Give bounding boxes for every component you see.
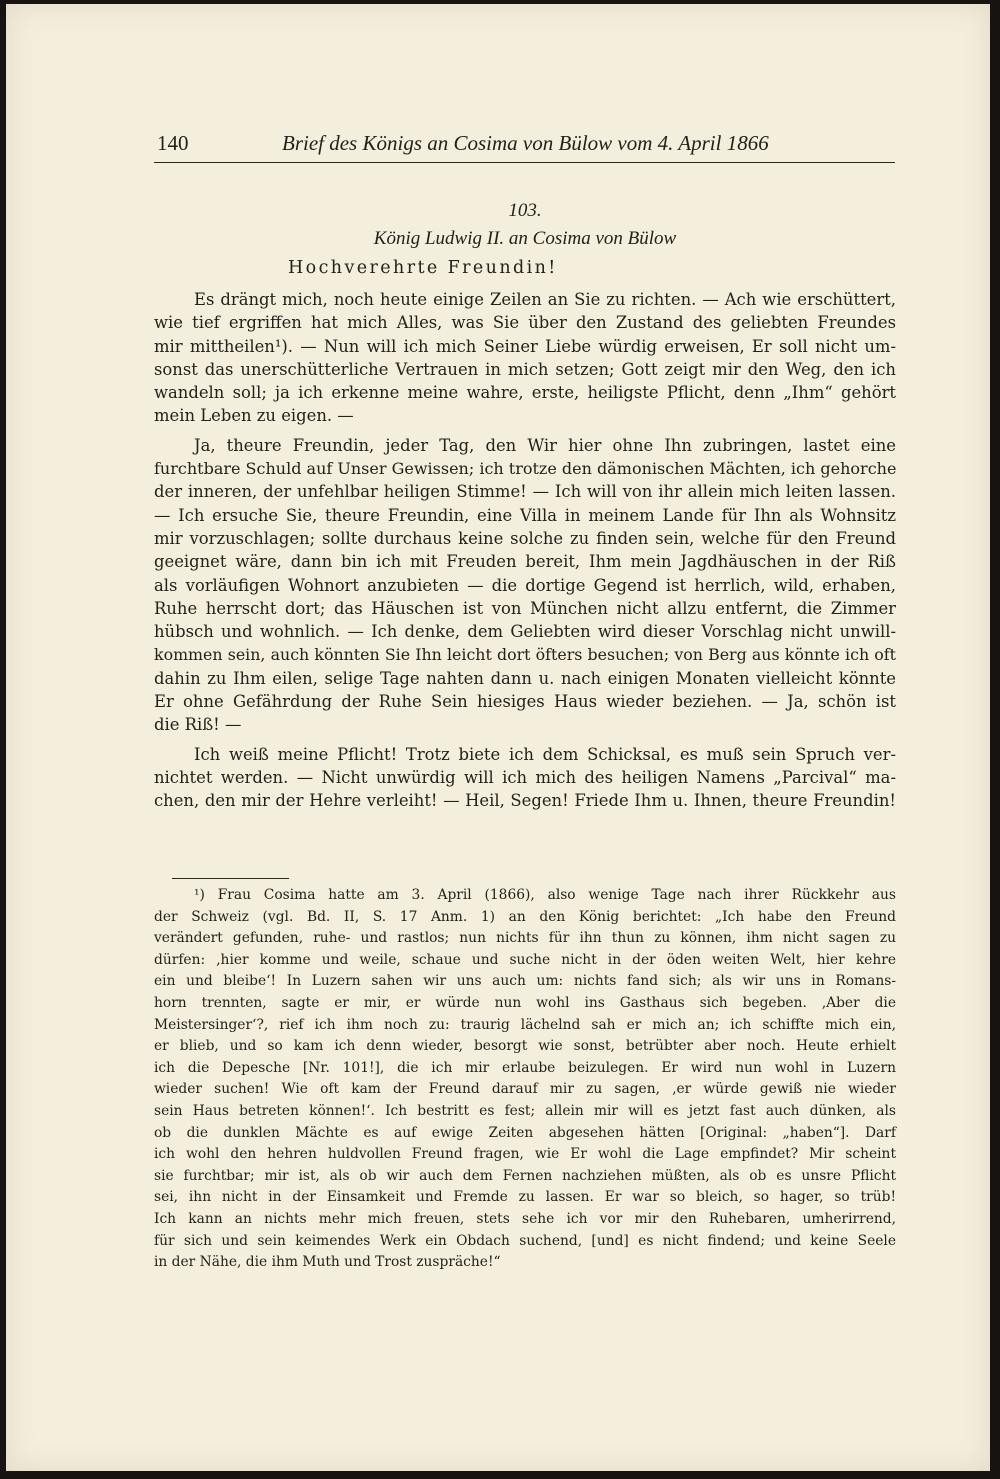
- text-line: furchtbare Schuld auf Unser Gewissen; ich trotze den dämonischen Mächten, ich gehorche: [154, 459, 897, 479]
- footnote-line: horn trennten, sagte er mir, er würde nun wohl ins Gasthaus sich begeben. ‚Aber die: [154, 994, 896, 1011]
- text-line: Ja, theure Freundin, jeder Tag, den Wir hier ohne Ihn zubringen, lastet eine: [194, 435, 896, 455]
- text-line: Ruhe herrscht dort; das Häuschen ist von München nicht allzu entfernt, die Zimmer: [154, 598, 896, 618]
- footnote-rule: [172, 878, 289, 879]
- footnote-line: sei, ihn nicht in der Einsamkeit und Fremde zu lassen. Er war so bleich, so hager, so trüb!: [154, 1189, 896, 1206]
- text-line: kommen sein, auch könnten Sie Ihn leicht dort öfters besuchen; von Berg aus könnte ich oft: [154, 645, 896, 665]
- text-line: — Ich ersuche Sie, theure Freundin, eine Villa in meinem Lande für Ihn als Wohnsitz: [154, 505, 896, 525]
- text-line: der inneren, der unfehlbar heiligen Stimme! — Ich will von ihr allein mich leiten lassen.: [154, 482, 896, 502]
- footnote-line: für sich und sein keimendes Werk ein Obdach suchend, [und] es nicht findend; und keine Seele: [154, 1232, 896, 1249]
- text-line: hübsch und wohnlich. — Ich denke, dem Geliebten wird dieser Vorschlag nicht unwill-: [154, 622, 896, 642]
- footnote-line: ich wohl den hehren huldvollen Freund fragen, wie Er wohl die Lage empfindet? Mir scheint: [154, 1146, 896, 1163]
- text-line: sonst das unerschütterliche Vertrauen in mich setzen; Gott zeigt mir den Weg, den ich: [154, 359, 896, 379]
- text-line: geeignet wäre, dann bin ich mit Freuden bereit, Ihm mein Jagdhäuschen in der Riß: [154, 552, 896, 572]
- running-head: Brief des Königs an Cosima von Bülow vom 4. April 1866: [282, 131, 769, 155]
- text-line: mir vorzuschlagen; sollte durchaus keine solche zu finden sein, welche für den Freund: [154, 528, 896, 548]
- page-number: 140: [157, 131, 189, 155]
- text-line: Es drängt mich, noch heute einige Zeilen an Sie zu richten. — Ach wie erschüttert,: [194, 290, 896, 309]
- letter-number: 103.: [508, 200, 542, 221]
- footnote-line: der Schweiz (vgl. Bd. II, S. 17 Anm. 1) an den König berichtet: „Ich habe den Freund: [154, 908, 896, 925]
- paragraph-2: [154, 434, 896, 737]
- text-line: chen, den mir der Hehre verleiht! — Heil, Segen! Friede Ihm u. Ihnen, theure Freundin!: [154, 791, 896, 811]
- footnote-line: ein und bleibe‘! In Luzern sahen wir uns auch um: nichts fand sich; als wir uns in Romans-: [154, 973, 896, 990]
- text-line: als vorläufigen Wohnort anzubieten — die dortige Gegend ist herrlich, wild, erhaben,: [154, 575, 896, 595]
- footnote: [154, 885, 896, 1274]
- text-line: wie tief ergriffen hat mich Alles, was Sie über den Zustand des geliebten Freundes: [154, 313, 896, 333]
- footnote-line: verändert gefunden, ruhe- und rastlos; nun nichts für ihn thun zu können, ihm nicht sagen zu: [154, 930, 896, 947]
- footnote-line: ob die dunklen Mächte es auf ewige Zeiten abgesehen hätten [Original: „haben“]. Darf: [154, 1124, 896, 1141]
- footnote-line: er blieb, und so kam ich denn wieder, besorgt wie sonst, betrübter aber noch. Heute erhielt: [154, 1038, 896, 1055]
- text-line: Ich weiß meine Pflicht! Trotz biete ich dem Schicksal, es muß sein Spruch ver-: [194, 744, 896, 764]
- footnote-line: wieder suchen! Wie oft kam der Freund darauf mir zu sagen, ‚er würde gewiß nie wieder: [154, 1081, 896, 1098]
- text-line: wandeln soll; ja ich erkenne meine wahre, erste, heiligste Pflicht, denn „Ihm“ gehört: [154, 383, 896, 403]
- text-line: nichtet werden. — Nicht unwürdig will ich mich des heiligen Namens „Parcival“ ma-: [154, 767, 896, 787]
- salutation: Hochverehrte Freundin!: [288, 258, 558, 278]
- footnote-line: Meistersinger‘?, rief ich ihm noch zu: traurig lächelnd sah er mich an; ich schiffte mich ein,: [154, 1016, 896, 1033]
- footnote-line: in der Nähe, die ihm Muth und Trost zuspräche!“: [154, 1254, 501, 1271]
- footnote-line: ich die Depesche [Nr. 101!], die ich mir erlaube beizulegen. Er wird nun wohl in Luzern: [154, 1059, 896, 1076]
- text-line: mir mittheilen¹). — Nun will ich mich Seiner Liebe würdig erweisen, Er soll nicht um-: [154, 336, 896, 356]
- header-rule: [154, 162, 895, 163]
- footnote-line: dürfen: ‚hier komme und weile, schaue und suche nicht in der öden weiten Welt, hier kehre: [154, 951, 896, 968]
- text-line: dahin zu Ihm eilen, selige Tage nahten dann u. nach einigen Monaten vielleicht könnte: [154, 668, 896, 688]
- footnote-line: sie furchtbar; mir ist, als ob wir auch dem Fernen nachziehen müßten, als ob es unsre Pflicht: [154, 1167, 896, 1184]
- text-line: Er ohne Gefährdung der Ruhe Sein hiesiges Haus wieder beziehen. — Ja, schön ist: [154, 692, 896, 712]
- footnote-line: Ich kann an nichts mehr mich freuen, stets sehe ich vor mir den Ruhebaren, umherirrend,: [154, 1210, 896, 1227]
- paragraph-3: [154, 743, 896, 813]
- footnote-line: sein Haus betreten können!‘. Ich bestritt es fest; allein mir will es jetzt fast auch dünken, als: [154, 1102, 896, 1119]
- paragraph-1: [154, 288, 896, 428]
- letter-body: [154, 288, 896, 819]
- footnote-line: ¹) Frau Cosima hatte am 3. April (1866), also wenige Tage nach ihrer Rückkehr aus: [194, 887, 896, 903]
- text-line: die Riß! —: [154, 715, 242, 735]
- text-line: mein Leben zu eigen. —: [154, 406, 354, 426]
- letter-heading: König Ludwig II. an Cosima von Bülow: [373, 228, 677, 249]
